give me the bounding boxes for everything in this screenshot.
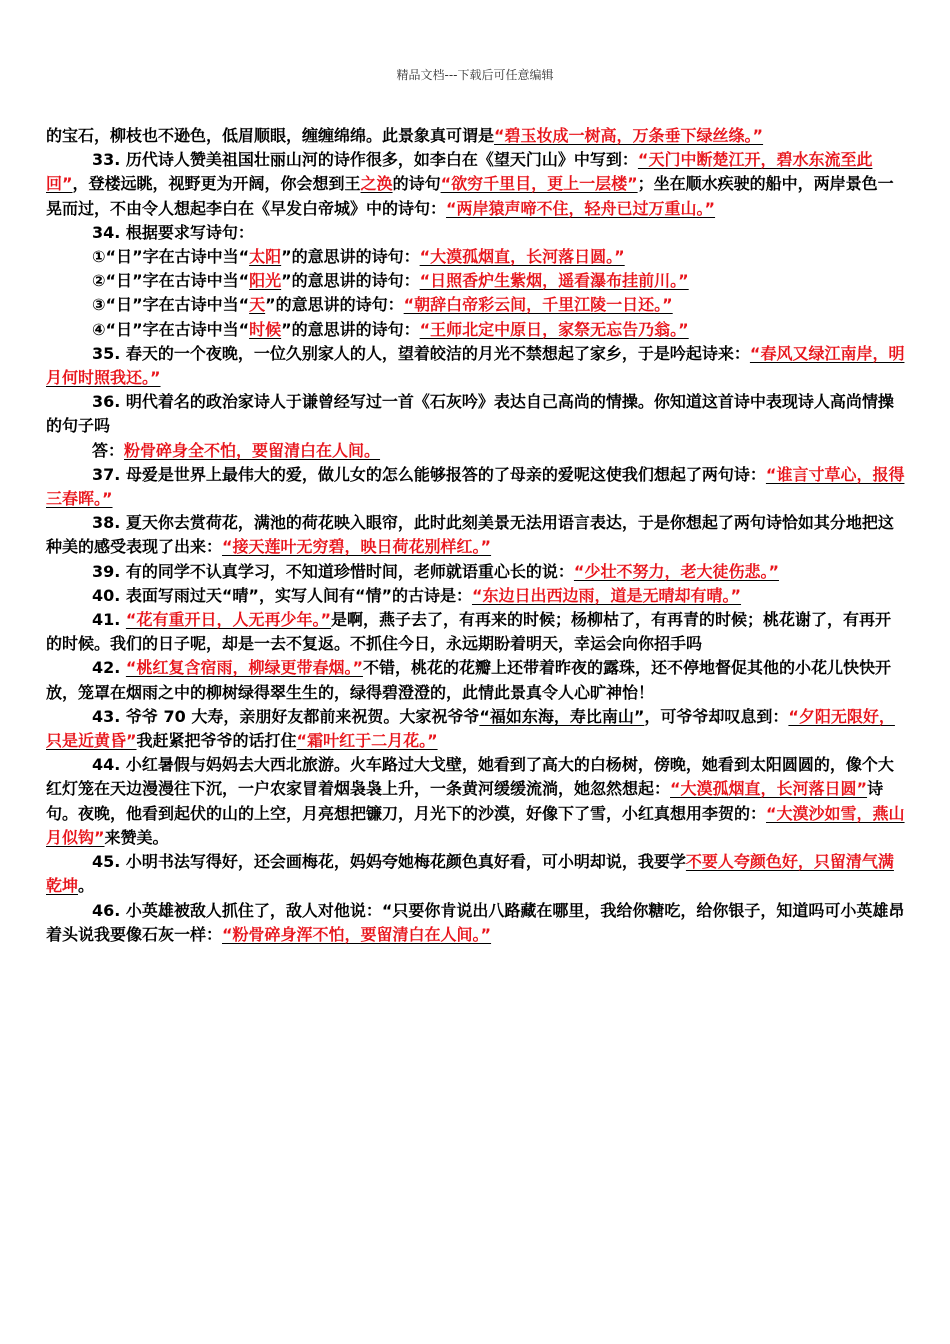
question-46: 46. 小英雄被敌人抓住了，敌人对他说：“只要你肯说出八路藏在哪里，我给你糖吃，给你银子，知道吗可小英雄昂着头说我要像石灰一样：“粉骨碎身浑不怕，要留清白在人间。” — [46, 900, 905, 944]
question-41: 41. “花有重开日，人无再少年。”是啊，燕子去了，有再来的时候；杨柳枯了，有再青的时候；桃花谢了，有再开的时候。我们的日子呢，却是一去不复返。不抓住今日，永远期盼着明天，幸运会向你招手吗 — [46, 610, 891, 654]
question-42: 42. “桃红复含宿雨，柳绿更带春烟。”不错，桃花的花瓣上还带着昨夜的露珠，还不停地督促其他的小花儿快快开放，笼罩在烟雨之中的柳树绿得翠生生的，绿得碧澄澄的，此情此景真令人心旷神怡！ — [46, 658, 891, 702]
answer: “谁言寸草心，报得三春晖。” — [46, 464, 905, 509]
answer: “朝辞白帝彩云间，千里江陵一日还。” — [403, 295, 673, 315]
question-44: 44. 小红暑假与妈妈去大西北旅游。火车路过大戈壁，她看到了高大的白杨树，傍晚，她看到太阳圆圆的，像个大红灯笼在天边漫漫往下沉，一户农家冒着烟袅袅上升，一条黄河缓缓流淌，她忽然想起：“大漠孤烟直，长河落日圆”诗句。夜晚，他看到起伏的山的上空，月亮想把镰刀，月光下的沙漠，好像下了雪，小红真想用李贺的：“大漠沙如雪，燕山月似钩”来赞美。 — [46, 755, 905, 847]
document-body — [46, 124, 906, 947]
answer: “天门中断楚江开，碧水东流至此回” — [46, 150, 873, 194]
answer: 之涣 — [360, 174, 393, 194]
question-35: 35. 春天的一个夜晚，一位久别家人的人，望着皎洁的月光不禁想起了家乡，于是吟起诗来：“春风又绿江南岸，明月何时照我还。” — [46, 343, 905, 388]
question-43: 43. 爷爷 70 大寿，亲朋好友都前来祝贺。大家祝爷爷“福如东海，寿比南山”，可爷爷却叹息到：“夕阳无限好，只是近黄昏”我赶紧把爷爷的话打住“霜叶红于二月花。” — [46, 706, 895, 751]
question-32-tail: 的宝石，柳枝也不逊色，低眉顺眼，缠缠绵绵。此景象真可谓是“碧玉妆成一树高，万条垂下绿丝绦。” — [46, 126, 764, 145]
answer: 粉骨碎身全不怕，要留清白在人间。 — [124, 440, 381, 460]
answer: “桃红复含宿雨，柳绿更带春烟。” — [125, 658, 363, 678]
answer: “大漠沙如雪，燕山月似钩” — [46, 803, 905, 847]
answer: “少壮不努力，老大徒伤悲。” — [573, 561, 779, 581]
question-33: 33. 历代诗人赞美祖国壮丽山河的诗作很多，如李白在《望天门山》中写到：“天门中断楚江开，碧水东流至此回”，登楼远眺，视野更为开阔，你会想到王之涣的诗句“欲穷千里目，更上一层楼”；坐在顺水疾驶的船中，两岸景色一晃而过，不由令人想起李白在《早发白帝城》中的诗句：“两岸猿声啼不住，轻舟已过万重山。” — [46, 150, 894, 218]
answer: “粉骨碎身浑不怕，要留清白在人间。” — [222, 924, 492, 944]
question-36: 36. 明代着名的政治家诗人于谦曾经写过一首《石灰吟》表达自己高尚的情操。你知道这首诗中表现诗人高尚情操的句子吗 — [46, 392, 894, 436]
answer: 不要人夸颜色好，只留清气满乾坤 — [46, 852, 894, 896]
question-37: 37. 母爱是世界上最伟大的爱，做儿女的怎么能够报答的了母亲的爱呢这使我们想起了两句诗：“谁言寸草心，报得三春晖。” — [46, 464, 905, 509]
answer: “王师北定中原日，家祭无忘告乃翁。” — [419, 319, 689, 339]
answer: “大漠孤烟直，长河落日圆” — [670, 779, 868, 799]
question-38: 38. 夏天你去赏荷花，满池的荷花映入眼帘，此时此刻美景无法用语言表达，于是你想起了两句诗恰如其分地把这种美的感受表现了出来：“接天莲叶无穷碧，映日荷花别样红。” — [46, 513, 894, 557]
question-34-item: ②“日”字在古诗中当“阳光”的意思讲的诗句：“日照香炉生紫烟，遥看瀑布挂前川。” — [92, 271, 689, 291]
answer: “花有重开日，人无再少年。” — [125, 610, 331, 630]
answer: “日照香炉生紫烟，遥看瀑布挂前川。” — [419, 271, 689, 291]
question-36-answer: 答：粉骨碎身全不怕，要留清白在人间。 — [92, 440, 381, 460]
answer: “大漠孤烟直，长河落日圆。” — [419, 247, 625, 267]
answer: “欲穷千里目，更上一层楼” — [440, 174, 638, 194]
page-header: 精品文档---下载后可任意编辑 — [396, 68, 554, 82]
answer: “夕阳无限好，只是近黄昏” — [46, 706, 895, 751]
question-34-item: ④“日”字在古诗中当“时候”的意思讲的诗句：“王师北定中原日，家祭无忘告乃翁。” — [92, 319, 689, 339]
question-34-title: 34. 根据要求写诗句： — [92, 222, 254, 242]
question-45: 45. 小明书法写得好，还会画梅花，妈妈夸她梅花颜色真好看，可小明却说，我要学不要人夸颜色好，只留清气满乾坤。 — [46, 852, 894, 896]
question-40: 40. 表面写雨过天“晴”，实写人间有“情”的古诗是：“东边日出西边雨，道是无晴却有晴。” — [92, 585, 742, 605]
question-39: 39. 有的同学不认真学习，不知道珍惜时间，老师就语重心长的说：“少壮不努力，老大徒伤悲。” — [92, 561, 779, 581]
answer: “东边日出西边雨，道是无晴却有晴。” — [471, 585, 742, 605]
answer: “接天莲叶无穷碧，映日荷花别样红。” — [222, 537, 492, 557]
question-34-item: ①“日”字在古诗中当“太阳”的意思讲的诗句：“大漠孤烟直，长河落日圆。” — [92, 247, 625, 267]
answer: “春风又绿江南岸，明月何时照我还。” — [46, 343, 905, 388]
answer: “两岸猿声啼不住，轻舟已过万重山。” — [446, 198, 716, 218]
answer: “霜叶红于二月花。” — [296, 731, 438, 751]
answer: “碧玉妆成一树高，万条垂下绿丝绦。” — [494, 126, 764, 145]
question-34-item: ③“日”字在古诗中当“天”的意思讲的诗句：“朝辞白帝彩云间，千里江陵一日还。” — [92, 295, 673, 315]
